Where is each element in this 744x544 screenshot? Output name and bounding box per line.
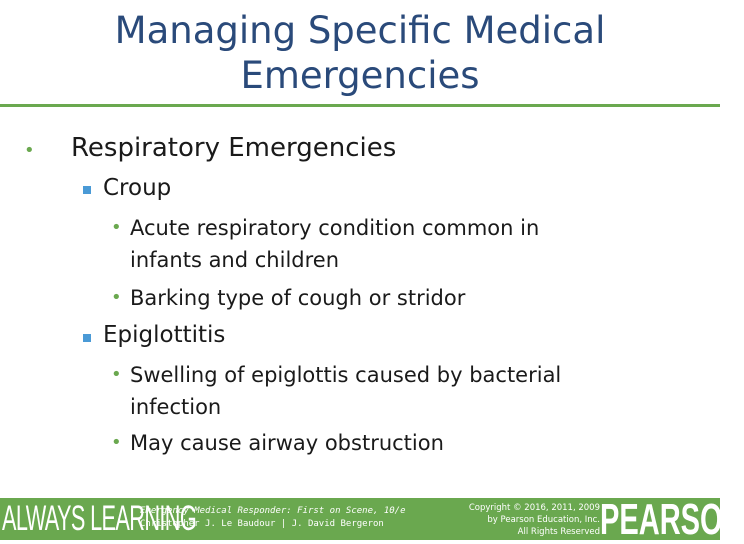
copyright-line-3: All Rights Reserved bbox=[517, 527, 600, 537]
book-credit bbox=[140, 505, 430, 531]
slide-title-line2: Emergencies bbox=[240, 54, 480, 97]
bullet-epiglottitis: Epiglottitis bbox=[103, 322, 226, 348]
title-divider bbox=[0, 104, 720, 107]
epi-point-2: May cause airway obstruction bbox=[130, 431, 444, 455]
book-authors: Christopher J. Le Baudour | J. David Bergeron bbox=[140, 519, 384, 529]
bullet-square-icon bbox=[83, 334, 91, 342]
bullet-square-icon bbox=[83, 186, 91, 194]
pearson-logo: PEARSON bbox=[600, 495, 744, 544]
croup-point-1-line-2: infants and children bbox=[130, 248, 340, 272]
bullet-dot-icon: • bbox=[111, 432, 122, 453]
copyright-notice bbox=[430, 502, 600, 538]
footer-bar bbox=[0, 495, 744, 544]
bullet-dot-icon: • bbox=[111, 364, 122, 385]
croup-point-1-line-1: Acute respiratory condition common in bbox=[130, 216, 540, 240]
croup-point-2: Barking type of cough or stridor bbox=[130, 286, 466, 310]
slide-title bbox=[0, 8, 720, 98]
bullet-croup: Croup bbox=[103, 175, 172, 201]
book-title: Emergency Medical Responder: First on Scene, 10/e bbox=[140, 506, 406, 516]
copyright-line-2: by Pearson Education, Inc. bbox=[487, 515, 600, 525]
bullet-dot-icon: • bbox=[24, 140, 35, 161]
epi-point-1-line-1: Swelling of epiglottis caused by bacterial bbox=[130, 363, 562, 387]
bullet-respiratory: Respiratory Emergencies bbox=[71, 133, 397, 163]
bullet-dot-icon: • bbox=[111, 287, 122, 308]
bullet-dot-icon: • bbox=[111, 217, 122, 238]
epi-point-1-line-2: infection bbox=[130, 395, 222, 419]
copyright-line-1: Copyright © 2016, 2011, 2009 bbox=[468, 503, 600, 513]
always-learning-logo: ALWAYS LEARNING bbox=[2, 499, 197, 538]
slide-title-line1: Managing Specific Medical bbox=[114, 9, 606, 52]
